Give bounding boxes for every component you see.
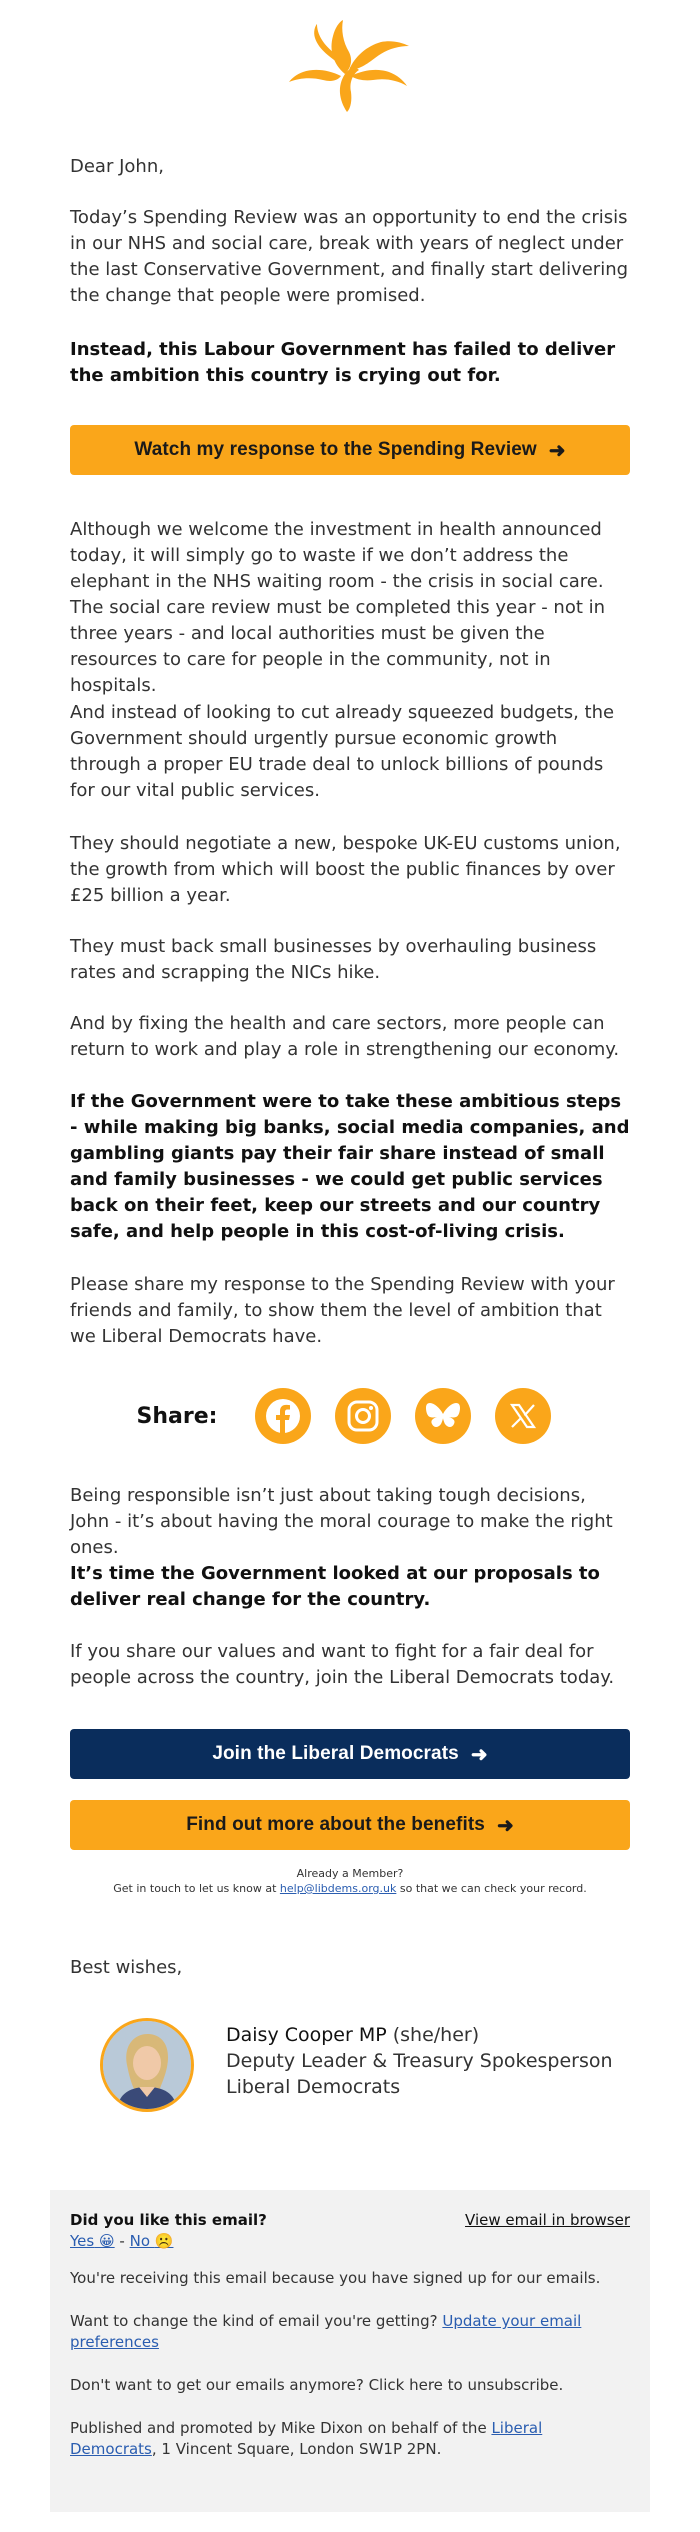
view-in-browser-link[interactable]: View email in browser	[465, 2211, 630, 2229]
update-preferences-link[interactable]: Update your email preferences	[70, 2312, 582, 2351]
feedback-no-link[interactable]	[130, 2232, 174, 2250]
signature-org: Liberal Democrats	[226, 2076, 401, 2098]
feedback-yes-label: Yes	[70, 2232, 95, 2250]
benefits-button-label: Find out more about the benefits	[186, 1814, 485, 1835]
instagram-share-button[interactable]	[335, 1388, 391, 1444]
footer	[50, 2190, 650, 2512]
facebook-icon	[265, 1398, 301, 1434]
watch-response-button[interactable]	[70, 425, 630, 475]
x-share-button[interactable]	[495, 1388, 551, 1444]
bluesky-icon	[425, 1400, 461, 1432]
member-text-after: so that we can check your record.	[396, 1882, 587, 1895]
share-label: Share:	[136, 1403, 218, 1429]
bluesky-share-button[interactable]	[415, 1388, 471, 1444]
responsible-paragraph: Being responsible isn’t just about taking tough decisions, John - it’s about having the moral courage to make the right ones.	[70, 1485, 613, 1558]
arrow-right-icon: ➜	[548, 439, 566, 462]
body-paragraph: Although we welcome the investment in health announced today, it will simply go to waste if we don’t address the elephant in the NHS waiting room - the crisis in social care. The social care review must be completed this year - not in three years - and local authorities must be given the resources to care for people in the community, not in hospitals.	[70, 519, 606, 696]
signature-pronouns: (she/her)	[386, 2024, 480, 2046]
x-icon	[508, 1401, 538, 1431]
benefits-button[interactable]	[70, 1800, 630, 1850]
feedback-yes-link[interactable]	[70, 2232, 115, 2250]
greeting: Dear John,	[70, 156, 164, 177]
published-address: , 1 Vincent Square, London SW1P 2PN.	[151, 2440, 442, 2458]
member-notice	[70, 1866, 630, 1896]
feedback-question: Did you like this email?	[70, 2211, 267, 2229]
signature-role: Deputy Leader & Treasury Spokesperson	[226, 2050, 613, 2072]
avatar	[100, 2018, 194, 2112]
facebook-share-button[interactable]	[255, 1388, 311, 1444]
share-row	[70, 1386, 630, 1446]
share-request-paragraph: Please share my response to the Spending Review with your friends and family, to show them the level of ambition that we Liberal Democrats have.	[70, 1274, 615, 1347]
member-heading: Already a Member?	[296, 1867, 404, 1880]
unsubscribe-link[interactable]: Don't want to get our emails anymore? Click here to unsubscribe.	[70, 2376, 564, 2394]
arrow-right-icon: ➜	[496, 1814, 514, 1837]
join-button-label: Join the Liberal Democrats	[212, 1743, 459, 1764]
frown-emoji-icon: ☹️	[154, 2232, 174, 2250]
time-bold-paragraph: It’s time the Government looked at our proposals to deliver real change for the country.	[70, 1563, 600, 1610]
watch-response-label: Watch my response to the Spending Review	[134, 439, 537, 460]
body-paragraph: And instead of looking to cut already squeezed budgets, the Government should urgently pursue economic growth through a proper EU trade deal to unlock billions of pounds for our vital public services.	[70, 702, 615, 801]
portrait-image	[103, 2021, 191, 2109]
member-text-before: Get in touch to let us know at	[113, 1882, 280, 1895]
join-paragraph: If you share our values and want to fight for a fair deal for people across the country, join the Liberal Democrats today.	[70, 1641, 615, 1688]
join-button[interactable]	[70, 1729, 630, 1779]
body-paragraph: They should negotiate a new, bespoke UK-EU customs union, the growth from which will boost the public finances by over £25 billion a year.	[70, 833, 621, 906]
feedback-no-label: No	[129, 2232, 150, 2250]
libdems-link[interactable]: Liberal Democrats	[70, 2419, 543, 2458]
libdem-bird-icon	[289, 20, 411, 114]
published-text: Published and promoted by Mike Dixon on behalf of the	[70, 2419, 492, 2437]
feedback-separator: -	[114, 2232, 130, 2250]
instagram-icon	[346, 1399, 380, 1433]
intro-bold-paragraph: Instead, this Labour Government has failed to deliver the ambition this country is crying out for.	[70, 339, 616, 386]
change-preferences-text: Want to change the kind of email you're getting?	[70, 2312, 443, 2330]
help-email-link[interactable]: help@libdems.org.uk	[279, 1882, 397, 1895]
receiving-notice: You're receiving this email because you have signed up for our emails.	[70, 2269, 601, 2287]
body-paragraph: And by fixing the health and care sectors, more people can return to work and play a role in strengthening our economy.	[70, 1013, 620, 1060]
signature-block	[226, 2022, 613, 2100]
signature-name: Daisy Cooper MP	[226, 2024, 387, 2046]
intro-paragraph: Today’s Spending Review was an opportunity to end the crisis in our NHS and social care, break with years of neglect under the last Conservative Government, and finally start delivering the change that people were promised.	[70, 207, 629, 306]
arrow-right-icon: ➜	[470, 1743, 488, 1766]
bold-paragraph: If the Government were to take these ambitious steps - while making big banks, social media companies, and gambling giants pay their fair share instead of small and family businesses - we could get public services back on their feet, keep our streets and our country safe, and help people in this cost-of-living crisis.	[70, 1091, 630, 1242]
smile-emoji-icon: 😀	[99, 2232, 115, 2250]
body-paragraph: They must back small businesses by overhauling business rates and scrapping the NICs hike.	[70, 936, 597, 983]
signoff: Best wishes,	[70, 1957, 183, 1978]
